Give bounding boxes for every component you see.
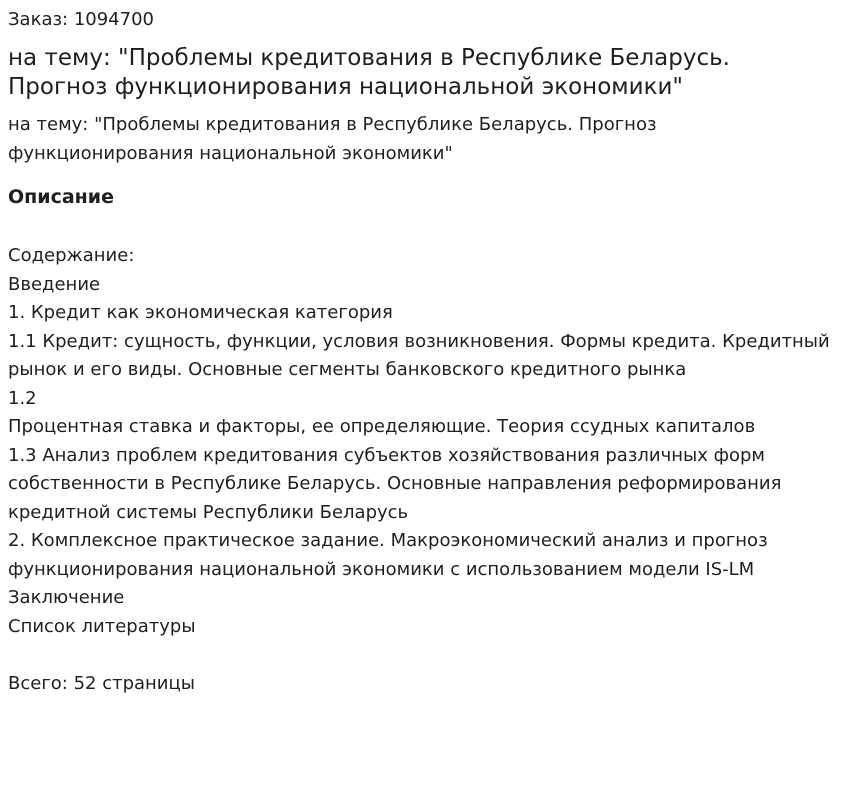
toc-item: Введение bbox=[8, 273, 101, 295]
toc-item: 1. Кредит как экономическая категория bbox=[8, 302, 393, 323]
page-count: Всего: 52 страницы bbox=[8, 672, 195, 694]
contents-label: Содержание: bbox=[8, 245, 135, 266]
title-line-2: Прогноз функционирования национальной экономики" bbox=[8, 74, 683, 100]
toc-item: 2. Комплексное практическое задание. Макроэкономический анализ и прогноз функционирования национальной экономики с использованием модели IS-LM bbox=[8, 530, 768, 580]
table-of-contents bbox=[8, 271, 839, 642]
toc-item: Заключение bbox=[8, 587, 125, 608]
order-number: Заказ: 1094700 bbox=[8, 9, 154, 30]
toc-item: 1.2 bbox=[8, 387, 37, 409]
toc-item: 1.3 Анализ проблем кредитования субъектов хозяйствования различных форм собственности в Республике Беларусь. Основные направления реформирования кредитной системы Республики Беларусь bbox=[8, 444, 782, 523]
toc-item: 1.1 Кредит: сущность, функции, условия возникновения. Формы кредита. Кредитный рынок и его виды. Основные сегменты банковского кредитного рынка bbox=[8, 330, 830, 380]
page-title bbox=[8, 44, 839, 102]
description-heading: Описание bbox=[8, 186, 115, 208]
title-line-1: на тему: "Проблемы кредитования в Республике Беларусь. bbox=[8, 45, 730, 71]
page-subtitle: на тему: "Проблемы кредитования в Республике Беларусь. Прогноз функционирования национальной экономики" bbox=[8, 114, 657, 164]
toc-item: Список литературы bbox=[8, 615, 196, 637]
toc-item: Процентная ставка и факторы, ее определяющие. Теория ссудных капиталов bbox=[8, 416, 756, 437]
